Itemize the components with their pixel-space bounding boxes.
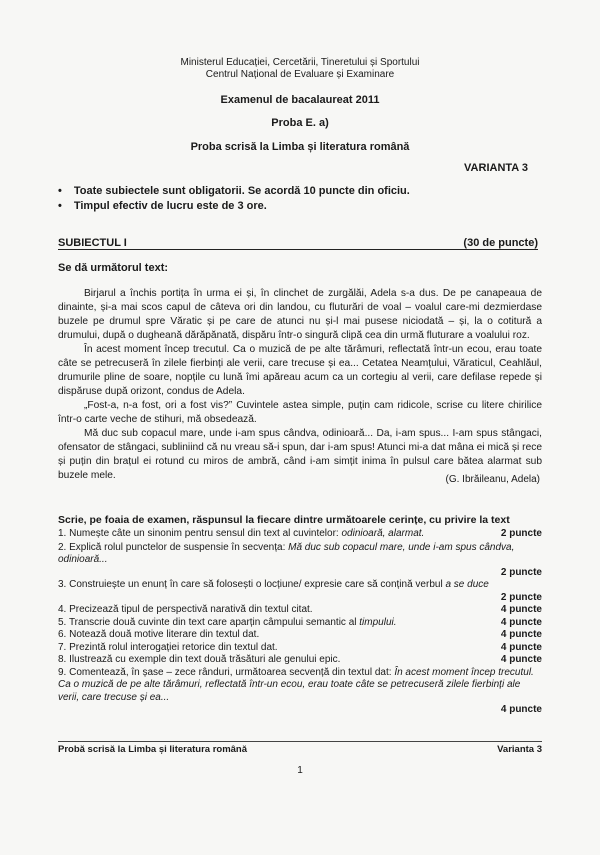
- rules-list: [58, 184, 410, 214]
- task-item: [58, 604, 542, 617]
- task-quote: odinioară, alarmat.: [341, 528, 425, 539]
- section-points: (30 de puncte): [463, 237, 538, 249]
- task-points: 4 puncte: [500, 616, 542, 628]
- task-quote: În acest moment încep trecutul. Ca o muzică de pe alte tărâmuri, reflectată într-un ecou, erau toate câte se petrecuseră zilele fierbinți ale verii, care trecuse și ea...: [58, 666, 534, 703]
- text-paragraph: Birjarul a închis portița în urma ei și, în clinchet de zurgălăi, Adela s-a dus. De pe canapeaua de dinainte, și-a mai scos capul de câteva ori din landou, cu fluturări de voal – voalul care-mi dezmierdase buzele pe drumul spre Văratic și pe care de atunci nu și-l mai pusese niciodată – și, la o cotitură a drumului, după o dugheană dărăpănată, dispăru într-o singură clipă cea din urmă fluturare a voalului roz.: [58, 288, 542, 341]
- task-points: 4 puncte: [500, 704, 542, 715]
- task-item: [58, 528, 542, 541]
- task-quote: a se duce: [445, 579, 489, 590]
- section-heading: [58, 237, 538, 250]
- task-text: 5. Transcrie două cuvinte din text care aparțin câmpului semantic al: [58, 616, 360, 628]
- ministry-header: Ministerul Educației, Cercetării, Tineretului și Sportului: [180, 57, 420, 68]
- text-paragraph: „Fost-a, n-a fost, ori a fost vis?” Cuvintele astea simple, puțin cam ridicole, scrise cu litere chirilice într-o carte veche de stihuri, mă obsedează.: [58, 400, 542, 425]
- task-item: [58, 629, 542, 642]
- task-item: [58, 642, 542, 655]
- tasks-list: [58, 528, 542, 717]
- footer-variant: Varianta 3: [497, 744, 542, 755]
- literary-text: [58, 287, 542, 483]
- task-item: [58, 667, 542, 717]
- rule-item: • Toate subiectele sunt obligatorii. Se acordă 10 puncte din oficiu.: [58, 184, 410, 199]
- task-text: 2. Explică rolul punctelor de suspensie în secvența:: [58, 541, 289, 553]
- task-points: 2 puncte: [500, 528, 542, 539]
- task-text: 8. Ilustrează cu exemple din text două trăsături ale genului epic.: [58, 654, 341, 665]
- rule-item: • Timpul efectiv de lucru este de 3 ore.: [58, 199, 410, 214]
- requirements-title: Scrie, pe foaia de examen, răspunsul la fiecare dintre următoarele cerințe, cu privire la text: [58, 514, 510, 526]
- given-label: Se dă următorul text:: [58, 262, 169, 274]
- task-item: [58, 654, 542, 667]
- task-points: 4 puncte: [500, 641, 542, 653]
- page-footer: [58, 741, 542, 755]
- exam-title: Examenul de bacalaureat 2011: [220, 94, 380, 106]
- proba-label: Proba E. a): [271, 117, 329, 129]
- task-text: 4. Precizează tipul de perspectivă narativă din textul citat.: [58, 604, 313, 615]
- variant-label: VARIANTA 3: [464, 162, 528, 174]
- footer-subject: Probă scrisă la Limba și literatura română: [58, 744, 248, 755]
- page-number: 1: [297, 765, 303, 776]
- task-text: 3. Construiește un enunț în care să folosești o locțiune/ expresie care să conțină verbul: [58, 579, 446, 590]
- task-text: 9. Comentează, în șase – zece rânduri, următoarea secvență din textul dat:: [58, 666, 395, 678]
- task-quote: Mă duc sub copacul mare, unde i-am spus cândva, odinioară...: [58, 541, 515, 565]
- task-text: 1. Numește câte un sinonim pentru sensul din text al cuvintelor:: [58, 528, 342, 539]
- task-text: 6. Notează două motive literare din textul dat.: [58, 629, 260, 640]
- text-paragraph: Mă duc sub copacul mare, unde i-am spus cândva, odinioară... Da, i-am spus... I-am spus stângaci, ofensator de stângaci, subliniind că nu vreau să-i spun, dar i-am spus! Atunci mi-a dat mâna ei mică și rece și puțin din brațul ei rotund cu miros de ambră, când i-am simțit inima în pulsul care bătea alarmat sub buzele mele.: [58, 428, 542, 481]
- text-author: (G. Ibrăileanu, Adela): [445, 474, 540, 485]
- task-item: [58, 542, 542, 580]
- task-points: 4 puncte: [500, 654, 542, 665]
- subject-title: Proba scrisă la Limba și literatura română: [190, 141, 410, 153]
- task-points: 2 puncte: [500, 591, 542, 603]
- task-quote: timpului.: [359, 616, 397, 628]
- task-points: 4 puncte: [500, 629, 542, 640]
- task-item: [58, 579, 542, 604]
- section-title: SUBIECTUL I: [58, 237, 127, 249]
- text-paragraph: În acest moment încep trecutul. Ca o muzică de pe alte tărâmuri, reflectată într-un ecou, erau toate câte se petrecuseră în zilele fierbinți ale verii, care trecuse și ea... Cetatea Neamțului, Văraticul, Ceahlăul, drumurile pline de soare, nopțile cu lună îmi apăreau acum ca un cortegiu al verii, care defilase repede și dispăruse după orizont, condus de Adela.: [58, 344, 542, 397]
- task-points: 4 puncte: [500, 604, 542, 615]
- task-points: 2 puncte: [500, 566, 542, 578]
- task-item: [58, 617, 542, 630]
- center-header: Centrul Național de Evaluare și Examinare: [205, 69, 395, 80]
- task-text: 7. Prezintă rolul interogației retorice din textul dat.: [58, 641, 278, 653]
